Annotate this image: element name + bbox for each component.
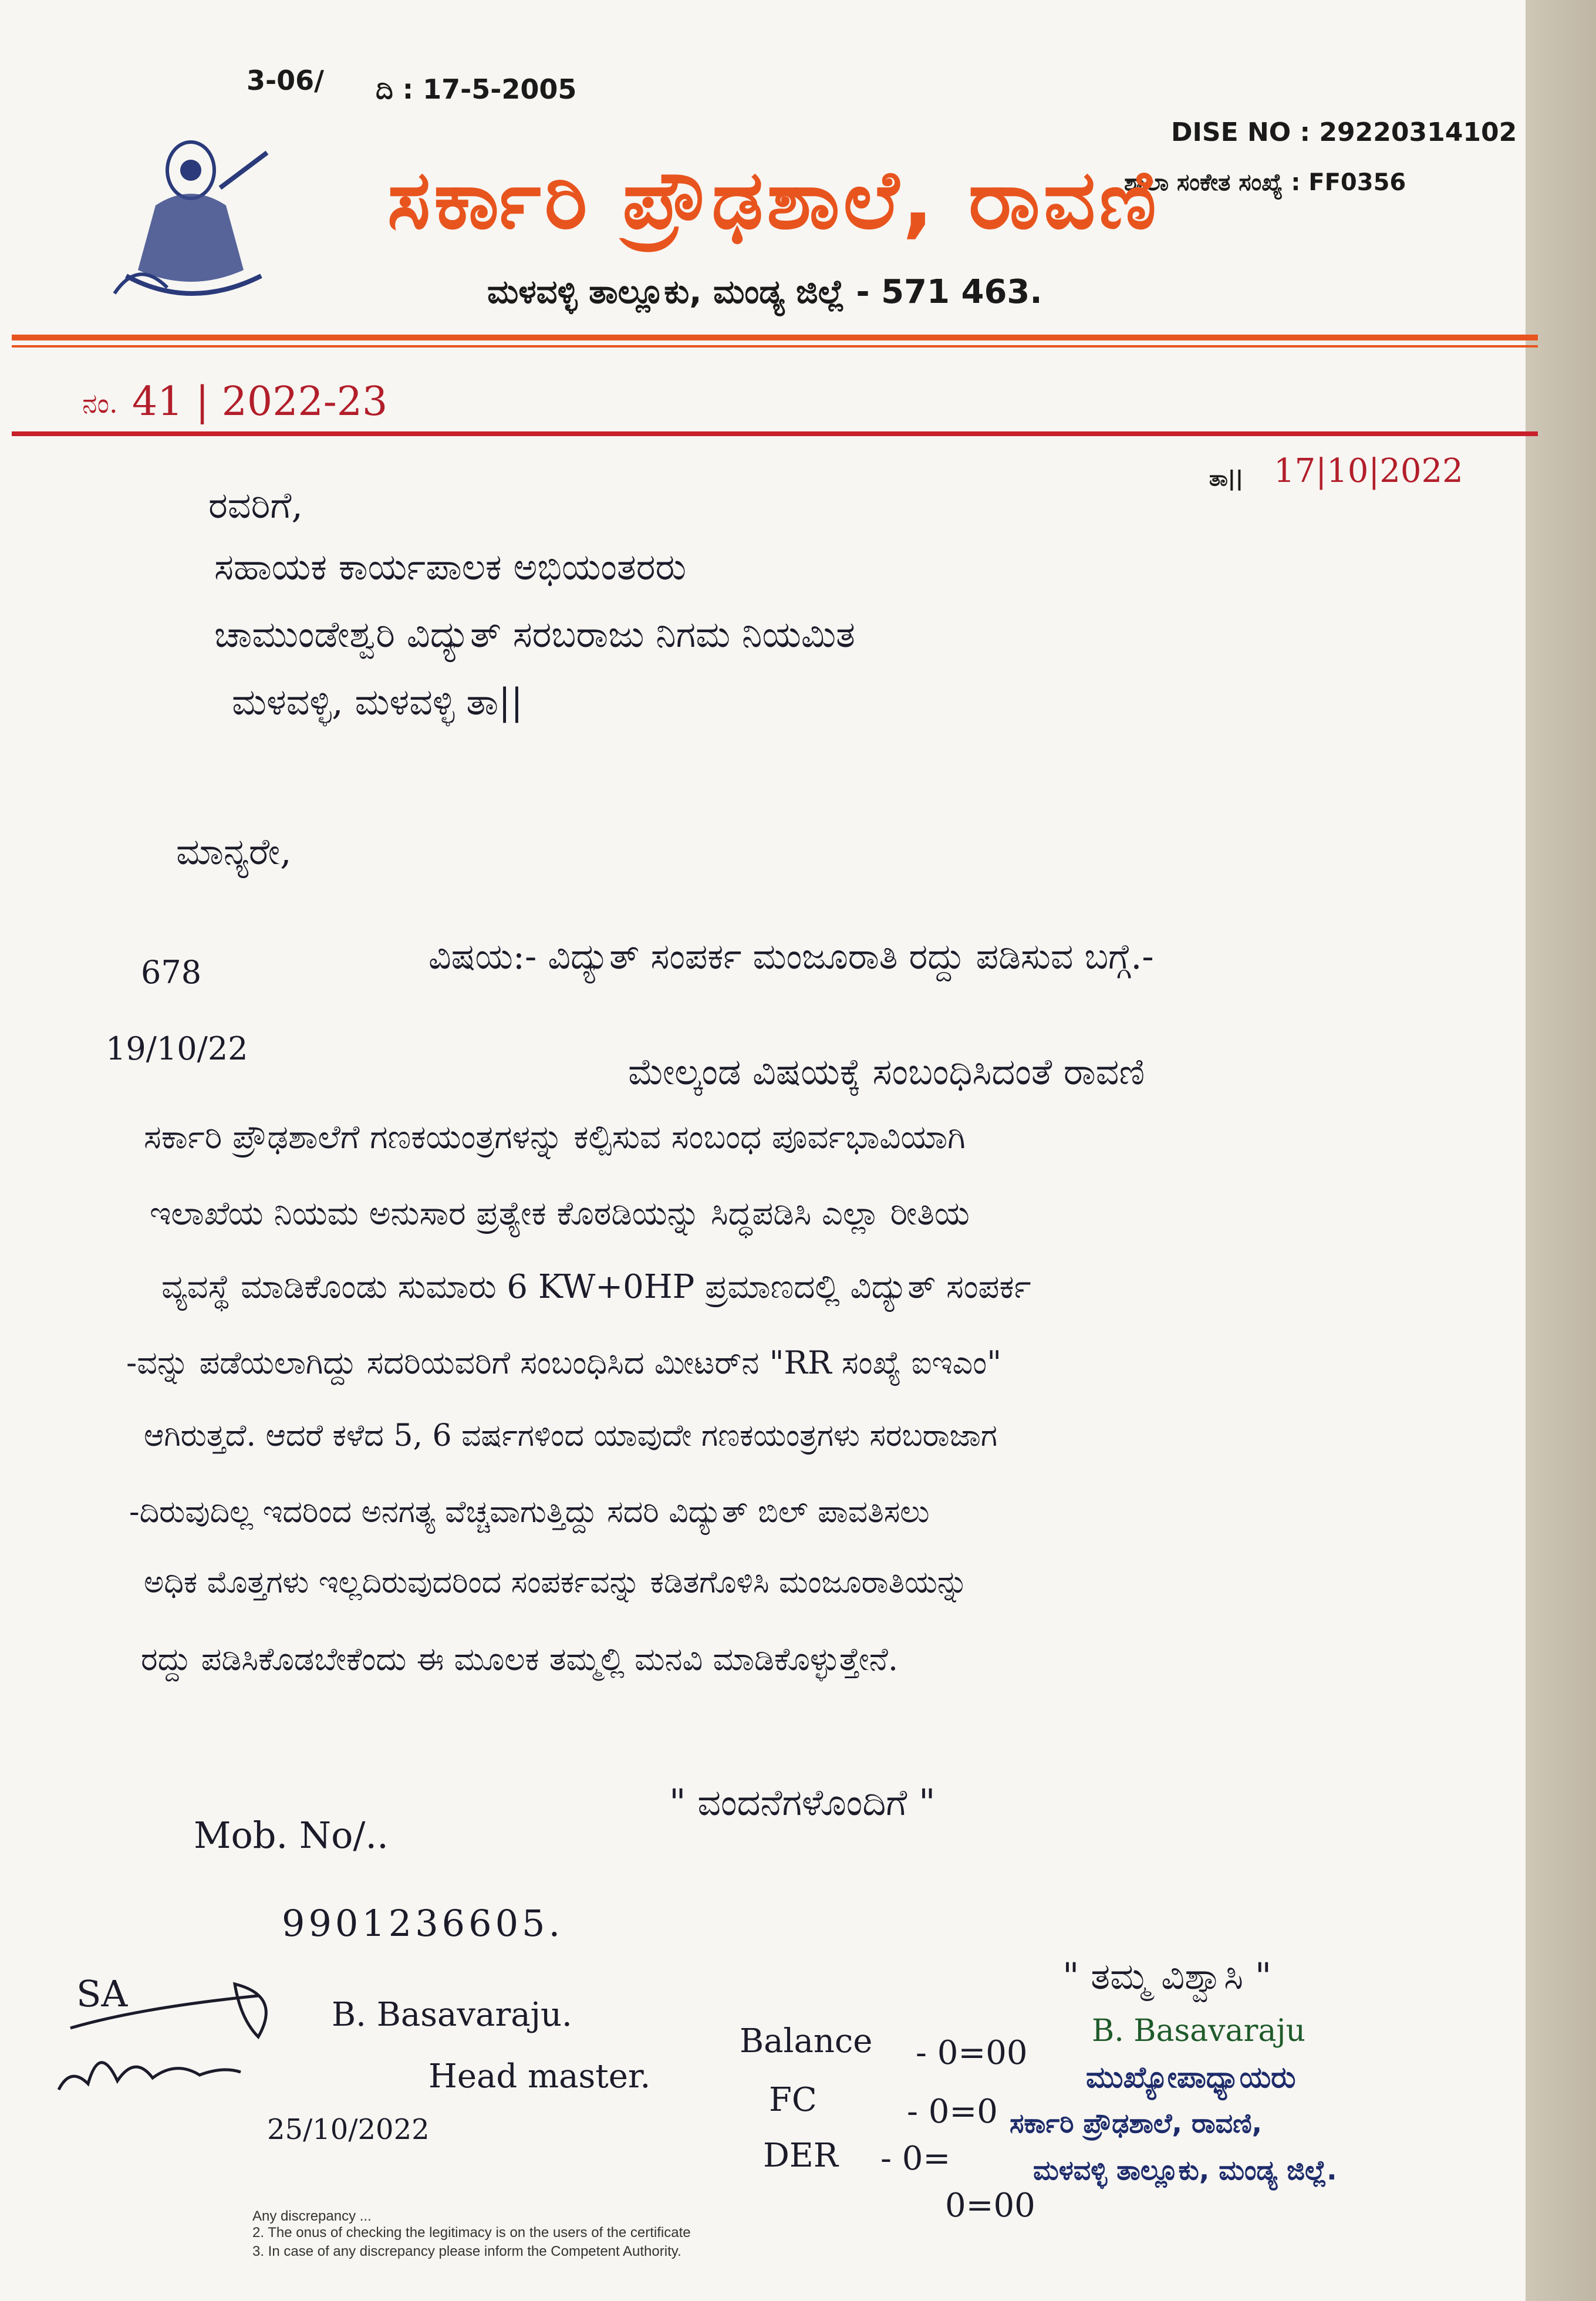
- established-date: ದಿ : 17-5-2005: [376, 73, 577, 105]
- stamp-address: ಮಳವಳ್ಳಿ ತಾಲ್ಲೂಕು, ಮಂಡ್ಯ ಜಿಲ್ಲೆ.: [1033, 2154, 1337, 2186]
- subject-line: ವಿಷಯ:- ವಿದ್ಯುತ್ ಸಂಪರ್ಕ ಮಂಜೂರಾತಿ ರದ್ದು ಪಡಿಸುವ ಬಗ್ಗೆ.-: [428, 936, 1154, 977]
- addressee-line-1: ಸಹಾಯಕ ಕಾರ್ಯಪಾಲಕ ಅಭಿಯಂತರರು: [214, 545, 687, 588]
- signer-title: Head master.: [428, 2057, 651, 2096]
- school-name: ಸರ್ಕಾರಿ ಪ್ರೌಢಶಾಲೆ, ರಾವಣಿ: [387, 153, 1160, 247]
- fc-label: FC: [769, 2081, 817, 2119]
- header-ref-partial: 3-06/: [247, 65, 324, 96]
- mobile-label: Mob. No/..: [194, 1814, 389, 1857]
- der-value: - 0=: [880, 2140, 951, 2178]
- signer-name: B. Basavaraju.: [332, 1996, 572, 2034]
- addressee-to: ರವರಿಗೆ,: [208, 484, 303, 527]
- body-line-7: -ದಿರುವುದಿಲ್ಲ ಇದರಿಂದ ಅನಗತ್ಯ ವೆಚ್ಚವಾಗುತ್ತಿದ್ದು ಸದರಿ ವಿದ್ಯುತ್ ಬಿಲ್ ಪಾವತಿಸಲು: [129, 1494, 930, 1530]
- signer-date: 25/10/2022: [267, 2113, 430, 2146]
- ref-number: 41 | 2022-23: [132, 379, 388, 425]
- body-line-6: ಆಗಿರುತ್ತದೆ. ಆದರೆ ಕಳೆದ 5, 6 ವರ್ಷಗಳಿಂದ ಯಾವುದೇ ಗಣಕಯಂತ್ರಗಳು ಸರಬರಾಜಾಗ: [144, 1418, 997, 1453]
- school-address: ಮಳವಳ್ಳಿ ತಾಲ್ಲೂಕು, ಮಂಡ್ಯ ಜಿಲ್ಲೆ - 571 463.: [487, 273, 1042, 311]
- account-total: 0=00: [945, 2187, 1035, 2225]
- body-line-3: ಇಲಾಖೆಯ ನಿಯಮ ಅನುಸಾರ ಪ್ರತ್ಯೇಕ ಕೊಠಡಿಯನ್ನು ಸಿದ್ಧಪಡಿಸಿ ಎಲ್ಲಾ ರೀತಿಯ: [150, 1195, 970, 1233]
- footer-line-2: 2. The onus of checking the legitimacy is on the users of the certificate: [252, 2225, 691, 2241]
- school-code: ಶಾಲಾ ಸಂಕೇತ ಸಂಖ್ಯೆ : FF0356: [1124, 169, 1406, 196]
- addressee-line-2: ಚಾಮುಂಡೇಶ್ವರಿ ವಿದ್ಯುತ್ ಸರಬರಾಜು ನಿಗಮ ನಿಯಮಿತ: [214, 613, 855, 656]
- sa-initials: SA: [76, 1972, 128, 2015]
- yours-faithfully: " ತಮ್ಮ ವಿಶ್ವಾಸಿ ": [1062, 1955, 1272, 1998]
- body-line-2: ಸರ್ಕಾರಿ ಪ್ರೌಢಶಾಲೆಗೆ ಗಣಕಯಂತ್ರಗಳನ್ನು ಕಲ್ಪಿಸುವ ಸಂಬಂಧ ಪೂರ್ವಭಾವಿಯಾಗಿ: [144, 1118, 966, 1156]
- footer-line-3: 3. In case of any discrepancy please inform the Competent Authority.: [252, 2243, 681, 2259]
- stamp-designation: ಮುಖ್ಯೋಪಾಧ್ಯಾಯರು: [1086, 2060, 1296, 2094]
- body-line-8: ಅಧಿಕ ಮೊತ್ತಗಳು ಇಲ್ಲದಿರುವುದರಿಂದ ಸಂಪರ್ಕವನ್ನು ಕಡಿತಗೊಳಿಸಿ ಮಂಜೂರಾತಿಯನ್ನು: [144, 1565, 969, 1600]
- body-line-5: -ವನ್ನು ಪಡೆಯಲಾಗಿದ್ದು ಸದರಿಯವರಿಗೆ ಸಂಬಂಧಿಸಿದ ಮೀಟರ್‌ನ "RR ಸಂಖ್ಯೆ ಐಇಎಂ": [126, 1344, 1002, 1381]
- dise-number: DISE NO : 29220314102: [1171, 117, 1517, 147]
- der-label: DER: [763, 2137, 838, 2175]
- header-rule-thin: [12, 345, 1538, 347]
- inward-number: 678: [141, 954, 202, 991]
- addressee-line-3: ಮಳವಳ್ಳಿ, ಮಳವಳ್ಳಿ ತಾ||: [232, 680, 523, 723]
- greeting: ಮಾನ್ಯರೇ,: [176, 830, 292, 873]
- stamp-school: ಸರ್ಕಾರಿ ಪ್ರೌಢಶಾಲೆ, ರಾವಣಿ,: [1010, 2107, 1263, 2139]
- clerk-signature: [47, 1972, 317, 2113]
- ref-number-label: ನಂ.: [82, 387, 118, 419]
- body-line-1: ಮೇಲ್ಕಂಡ ವಿಷಯಕ್ಕೆ ಸಂಬಂಧಿಸಿದಂತೆ ರಾವಣಿ: [628, 1050, 1145, 1093]
- balance-value: - 0=00: [916, 2034, 1028, 2072]
- balance-label: Balance: [740, 2022, 873, 2060]
- saraswati-emblem: [103, 117, 279, 317]
- stamp-signer-name: B. Basavaraju: [1092, 2013, 1306, 2049]
- letter-date: 17|10|2022: [1274, 452, 1463, 490]
- inward-date: 19/10/22: [106, 1030, 248, 1067]
- footer-line-1: Any discrepancy ...: [252, 2208, 372, 2224]
- header-rule-bottom: [12, 431, 1538, 436]
- body-line-9: ರದ್ದು ಪಡಿಸಿಕೊಡಬೇಕೆಂದು ಈ ಮೂಲಕ ತಮ್ಮಲ್ಲಿ ಮನವಿ ಮಾಡಿಕೊಳ್ಳುತ್ತೇನೆ.: [141, 1641, 899, 1678]
- body-line-4: ವ್ಯವಸ್ಥೆ ಮಾಡಿಕೊಂಡು ಸುಮಾರು 6 KW+0HP ಪ್ರಮಾಣದಲ್ಲಿ ವಿದ್ಯುತ್ ಸಂಪರ್ಕ: [161, 1268, 1031, 1306]
- header-rule-top: [12, 335, 1538, 340]
- fc-value: - 0=0: [907, 2093, 998, 2131]
- mobile-number: 9901236605.: [282, 1902, 564, 1945]
- date-label: ತಾ||: [1209, 467, 1244, 491]
- closing-line: " ವಂದನೆಗಳೊಂದಿಗೆ ": [669, 1781, 936, 1824]
